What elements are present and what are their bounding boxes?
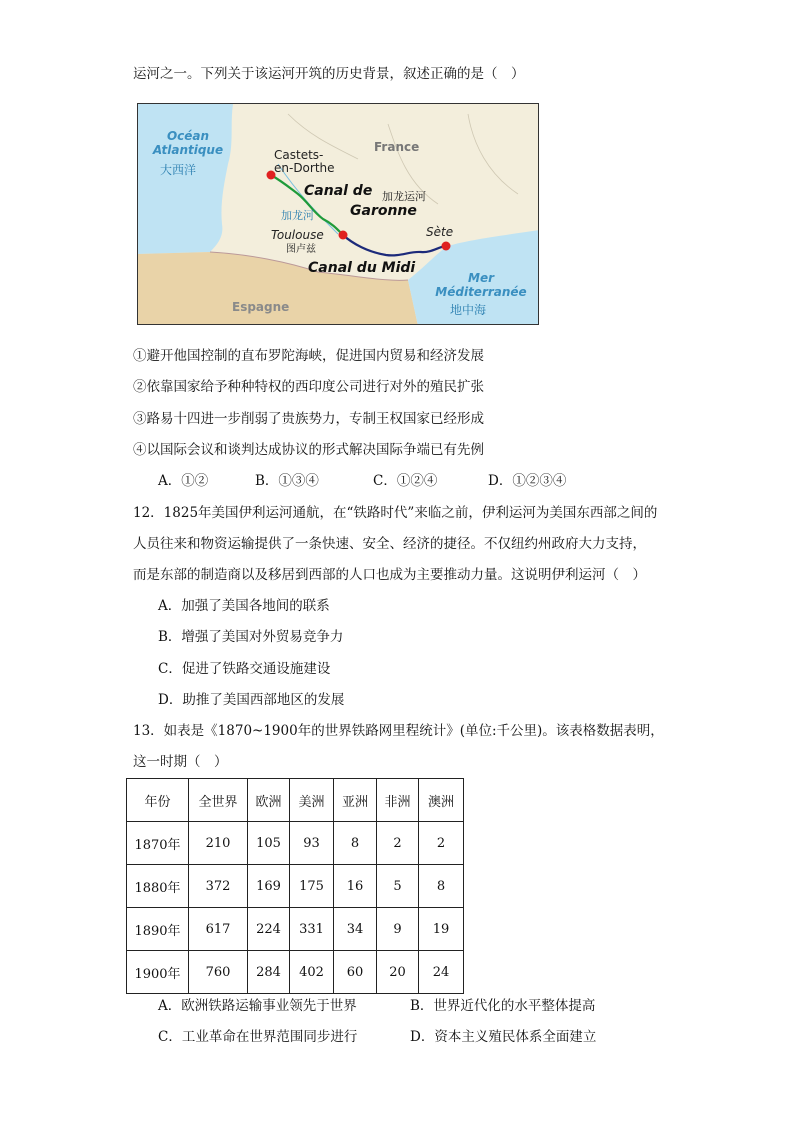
q12-option-b: B．增强了美国对外贸易竞争力 [158, 629, 344, 645]
q11-item-3: ③路易十四进一步削弱了贵族势力，专制王权国家已经形成 [133, 411, 484, 427]
table-header-cell: 欧洲 [248, 779, 290, 822]
q11-option-c: C．①②④ [373, 473, 438, 489]
table-cell: 60 [334, 951, 377, 994]
map-mer-zh: 地中海 [449, 303, 487, 317]
q12-stem-line-1: 12．1825年美国伊利运河通航，在“铁路时代”来临之前，伊利运河为美国东西部之间的 [133, 505, 658, 521]
railway-mileage-table [126, 778, 464, 994]
q11-item-2: ②依靠国家给予种种特权的西印度公司进行对外的殖民扩张 [133, 379, 484, 395]
q11-option-d: D．①②③④ [488, 473, 567, 489]
table-cell: 93 [290, 822, 334, 865]
map-toulouse-label: Toulouse [271, 228, 324, 242]
map-castets-label-2: en-Dorthe [274, 161, 335, 175]
table-cell: 1880年 [127, 865, 189, 908]
map-canal-midi-label: Canal du Midi [308, 260, 416, 276]
table-cell: 16 [334, 865, 377, 908]
q13-option-d: D．资本主义殖民体系全面建立 [410, 1029, 597, 1045]
table-cell: 372 [189, 865, 248, 908]
q12-stem-line-2: 人员往来和物资运输提供了一条快速、安全、经济的捷径。不仅纽约州政府大力支持， [133, 536, 646, 552]
map-ocean-zh: 大西洋 [159, 163, 197, 177]
table-cell: 1890年 [127, 908, 189, 951]
q11-item-4: ④以国际会议和谈判达成协议的形式解决国际争端已有先例 [133, 442, 484, 458]
table-row [127, 822, 464, 865]
table-cell: 19 [419, 908, 464, 951]
q13-option-c: C．工业革命在世界范围同步进行 [158, 1029, 358, 1045]
table-header-cell: 美洲 [290, 779, 334, 822]
map-toulouse-zh: 图卢兹 [286, 244, 316, 255]
q12-option-a: A．加强了美国各地间的联系 [158, 598, 330, 614]
map-canal-garonne-label-2: Garonne [350, 203, 417, 219]
q11-item-1: ①避开他国控制的直布罗陀海峡，促进国内贸易和经济发展 [133, 348, 484, 364]
table-cell: 402 [290, 951, 334, 994]
table-cell: 617 [189, 908, 248, 951]
table-header-cell: 亚洲 [334, 779, 377, 822]
table-cell: 284 [248, 951, 290, 994]
map-mer-label: Mer [468, 271, 494, 285]
table-cell: 2 [419, 822, 464, 865]
table-header-cell: 全世界 [189, 779, 248, 822]
table-cell: 760 [189, 951, 248, 994]
table-cell: 5 [377, 865, 419, 908]
map-castets-label: Castets- [274, 148, 324, 162]
table-cell: 8 [419, 865, 464, 908]
map-sete-label: Sète [426, 225, 454, 239]
table-header-row [127, 779, 464, 822]
table-row [127, 908, 464, 951]
q13-stem-line-2: 这一时期（ ） [133, 754, 228, 770]
q12-option-d: D．助推了美国西部地区的发展 [158, 692, 345, 708]
map-river-zh: 加龙河 [281, 209, 314, 222]
q12-stem-line-3: 而是东部的制造商以及移居到西部的人口也成为主要推动力量。这说明伊利运河（ ） [133, 567, 646, 583]
table-cell: 8 [334, 822, 377, 865]
table-cell: 105 [248, 822, 290, 865]
map-ocean-label: Océan [166, 129, 210, 143]
table-cell: 20 [377, 951, 419, 994]
table-cell: 169 [248, 865, 290, 908]
table-row [127, 951, 464, 994]
q13-option-a: A．欧洲铁路运输事业领先于世界 [158, 998, 357, 1014]
map-canal-garonne-label: Canal de [304, 183, 373, 199]
table-cell: 175 [290, 865, 334, 908]
q11-option-b: B．①③④ [255, 473, 319, 489]
table-cell: 1900年 [127, 951, 189, 994]
table-cell: 9 [377, 908, 419, 951]
map-canal-garonne-zh: 加龙运河 [382, 190, 426, 203]
table-cell: 2 [377, 822, 419, 865]
q13-stem-line-1: 13．如表是《1870~1900年的世界铁路网里程统计》(单位:千公里)。该表格数据表明， [133, 723, 664, 739]
table-cell: 24 [419, 951, 464, 994]
map-ocean-label-2: Atlantique [152, 143, 224, 157]
map-france-label: France [374, 140, 420, 154]
table-cell: 34 [334, 908, 377, 951]
map-espagne-label: Espagne [232, 300, 290, 314]
table-header-cell: 年份 [127, 779, 189, 822]
table-cell: 331 [290, 908, 334, 951]
table-cell: 1870年 [127, 822, 189, 865]
table-cell: 210 [189, 822, 248, 865]
map-mer-label-2: Méditerranée [435, 285, 527, 299]
q13-option-b: B．世界近代化的水平整体提高 [410, 998, 596, 1014]
table-row [127, 865, 464, 908]
q11-option-a: A．①② [158, 473, 209, 489]
canal-map [137, 103, 539, 325]
table-cell: 224 [248, 908, 290, 951]
q11-stem-tail: 运河之一。下列关于该运河开筑的历史背景，叙述正确的是（ ） [133, 66, 525, 82]
table-header-cell: 非洲 [377, 779, 419, 822]
table-header-cell: 澳洲 [419, 779, 464, 822]
q12-option-c: C．促进了铁路交通设施建设 [158, 661, 331, 677]
